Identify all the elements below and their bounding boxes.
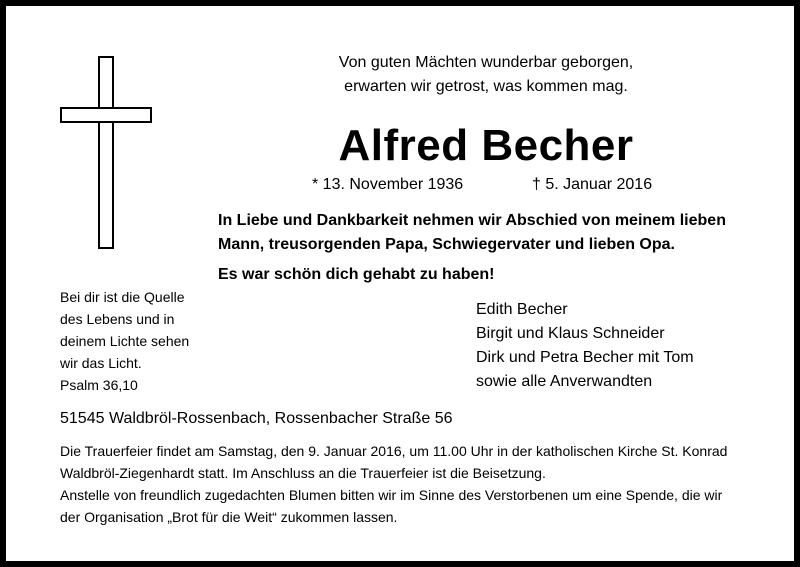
psalm-line: wir das Licht. — [60, 355, 142, 371]
motto-line-1: Von guten Mächten wunderbar geborgen, — [338, 54, 634, 71]
psalm-reference: Psalm 36,10 — [60, 377, 138, 393]
psalm-line: deinem Lichte sehen — [60, 333, 190, 349]
message-line-1: In Liebe und Dankbarkeit nehmen wir Abschied von meinem lieben — [218, 212, 726, 229]
info-line: Waldbröl-Ziegenhardt statt. Im Anschluss an die Trauerfeier ist die Beisetzung. — [60, 465, 546, 481]
deceased-name: Alfred Becher — [338, 121, 634, 170]
birth-date: * 13. November 1936 — [312, 176, 464, 193]
psalm-line: des Lebens und in — [60, 311, 175, 327]
motto-line-2: erwarten wir getrost, was kommen mag. — [344, 78, 628, 95]
info-line: Die Trauerfeier findet am Samstag, den 9. Januar 2016, um 11.00 Uhr in der katholischen Kirche St. Konrad — [60, 443, 728, 459]
mourner-name: sowie alle Anverwandten — [476, 373, 653, 390]
psalm-line: Bei dir ist die Quelle — [60, 289, 185, 305]
death-date: † 5. Januar 2016 — [532, 176, 653, 193]
mourner-name: Birgit und Klaus Schneider — [476, 325, 665, 342]
mourner-name: Dirk und Petra Becher mit Tom — [476, 349, 694, 366]
info-line: der Organisation „Brot für die Weit“ zukommen lassen. — [60, 509, 398, 525]
info-line: Anstelle von freundlich zugedachten Blumen bitten wir im Sinne des Verstorbenen um eine Spende, die wir — [60, 487, 723, 503]
message-line-2: Mann, treusorgenden Papa, Schwiegervater und lieben Opa. — [218, 236, 675, 253]
mourner-name: Edith Becher — [476, 301, 568, 318]
message-line-3: Es war schön dich gehabt zu haben! — [218, 266, 495, 283]
family-address: 51545 Waldbröl-Rossenbach, Rossenbacher Straße 56 — [60, 410, 453, 427]
